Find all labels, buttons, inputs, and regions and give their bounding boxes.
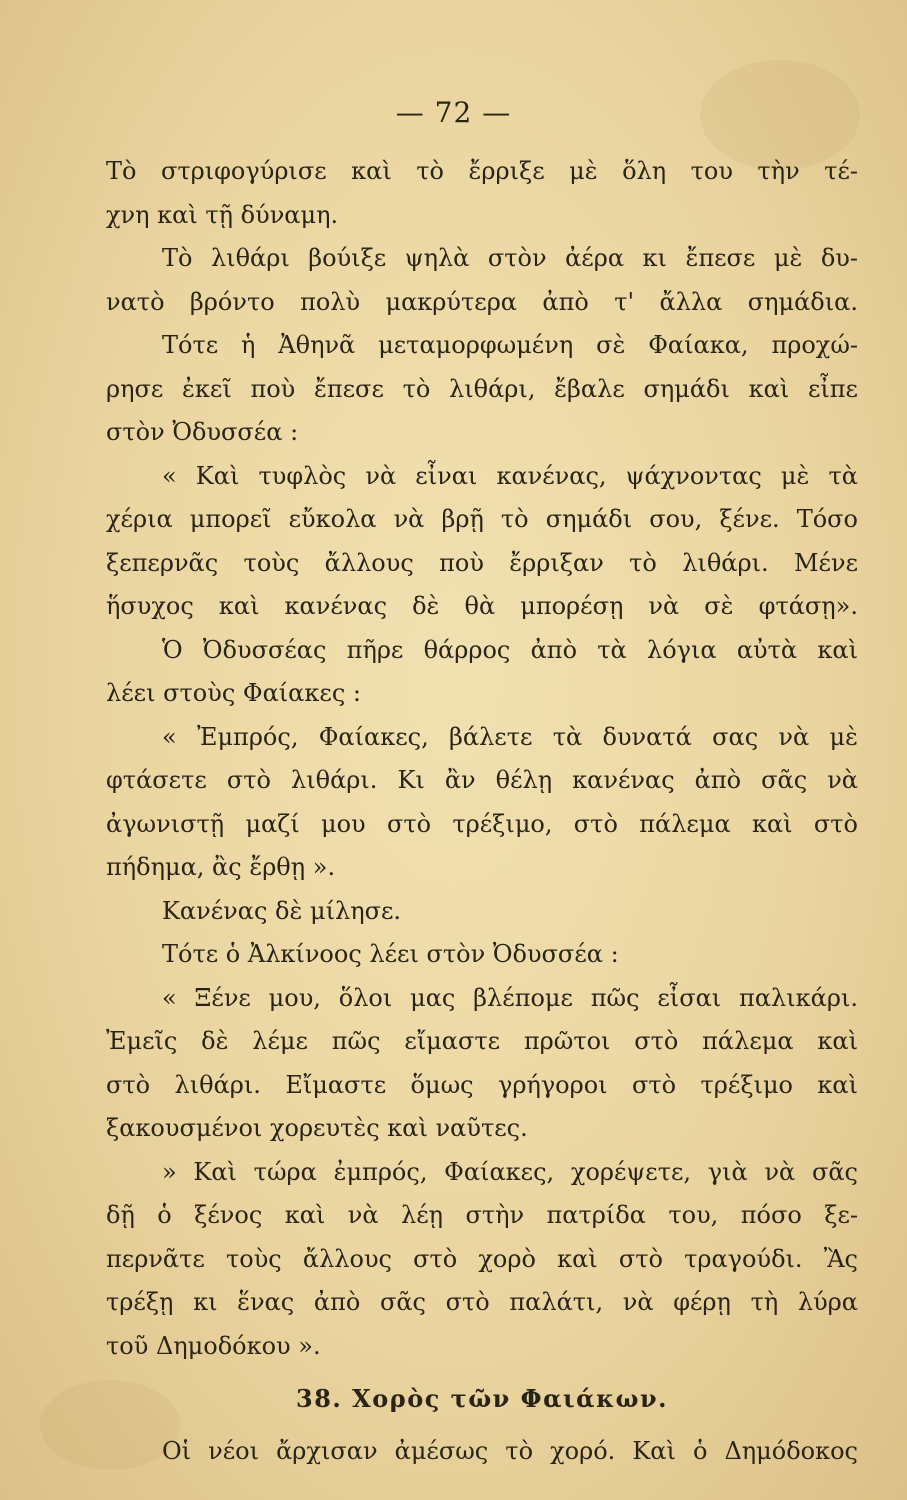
page-number: — 72 — <box>395 96 512 129</box>
text-line: ἀγωνιστῇ μαζί μου στὸ τρέξιμο, στὸ πάλεμα καὶ στὸ <box>106 809 858 838</box>
text-line: Ἐμεῖς δὲ λέμε πῶς εἴμαστε πρῶτοι στὸ πάλεμα καὶ <box>106 1027 858 1055</box>
text-line: Τὸ στριφογύρισε καὶ τὸ ἔρριξε μὲ ὅλη του τὴν τέ- <box>106 157 858 185</box>
text-line: Τότε ὁ Ἀλκίνοος λέει στὸν Ὀδυσσέα : <box>162 940 619 968</box>
text-line: χνη καὶ τῇ δύναμη. <box>106 200 339 229</box>
section-heading: 38. Χορὸς τῶν Φαιάκων. <box>296 1384 668 1413</box>
text-line: τρέξῃ κι ἕνας ἀπὸ σᾶς στὸ παλάτι, νὰ φέρῃ τὴ λύρα <box>106 1288 858 1316</box>
text-line: λέει στοὺς Φαίακες : <box>106 679 361 707</box>
text-line: δῇ ὁ ξένος καὶ νὰ λέῃ στὴν πατρίδα του, πόσο ξε- <box>106 1201 858 1229</box>
text-line: περνᾶτε τοὺς ἄλλους στὸ χορὸ καὶ στὸ τραγούδι. Ἂς <box>106 1244 858 1273</box>
text-line: « Ἐμπρός, Φαίακες, βάλετε τὰ δυνατά σας νὰ μὲ <box>162 722 858 751</box>
text-line: νατὸ βρόντο πολὺ μακρύτερα ἀπὸ τ' ἄλλα σημάδια. <box>106 287 858 316</box>
text-line: ἥσυχος καὶ κανένας δὲ θὰ μπορέσῃ νὰ σὲ φτάσῃ». <box>106 592 858 620</box>
text-line: φτάσετε στὸ λιθάρι. Κι ἂν θέλῃ κανένας ἀπὸ σᾶς νὰ <box>106 766 858 794</box>
text-line: τοῦ Δημοδόκου ». <box>106 1331 321 1360</box>
text-line: Οἱ νέοι ἄρχισαν ἀμέσως τὸ χορό. Καὶ ὁ Δημόδοκος <box>162 1437 858 1465</box>
text-line: Τὸ λιθάρι βούιξε ψηλὰ στὸν ἀέρα κι ἔπεσε μὲ δυ- <box>162 244 858 272</box>
body-text <box>106 150 858 1474</box>
text-line: » Καὶ τώρα ἐμπρός, Φαίακες, χορέψετε, γιὰ νὰ σᾶς <box>162 1157 858 1186</box>
text-line: ρησε ἐκεῖ ποὺ ἔπεσε τὸ λιθάρι, ἔβαλε σημάδι καὶ εἶπε <box>106 374 858 403</box>
text-line: στὸ λιθάρι. Εἴμαστε ὅμως γρήγοροι στὸ τρέξιμο καὶ <box>106 1070 858 1099</box>
text-line: χέρια μπορεῖ εὔκολα νὰ βρῇ τὸ σημάδι σου, ξένε. Τόσο <box>106 505 858 533</box>
text-line: ξακουσμένοι χορευτὲς καὶ ναῦτες. <box>106 1114 528 1142</box>
text-line: ξεπερνᾶς τοὺς ἄλλους ποὺ ἔρριξαν τὸ λιθάρι. Μένε <box>106 548 858 577</box>
text-line: « Καὶ τυφλὸς νὰ εἶναι κανένας, ψάχνοντας μὲ τὰ <box>162 461 858 490</box>
text-line: Ὁ Ὀδυσσέας πῆρε θάρρος ἀπὸ τὰ λόγια αὐτὰ καὶ <box>162 635 858 664</box>
text-line: Κανένας δὲ μίλησε. <box>162 896 402 925</box>
text-line: πήδημα, ἂς ἔρθῃ ». <box>106 853 336 881</box>
text-line: Τότε ἡ Ἀθηνᾶ μεταμορφωμένη σὲ Φαίακα, προχώ- <box>162 331 858 359</box>
text-line: στὸν Ὀδυσσέα : <box>106 418 299 446</box>
text-line: « Ξένε μου, ὅλοι μας βλέπομε πῶς εἶσαι παλικάρι. <box>162 983 858 1012</box>
